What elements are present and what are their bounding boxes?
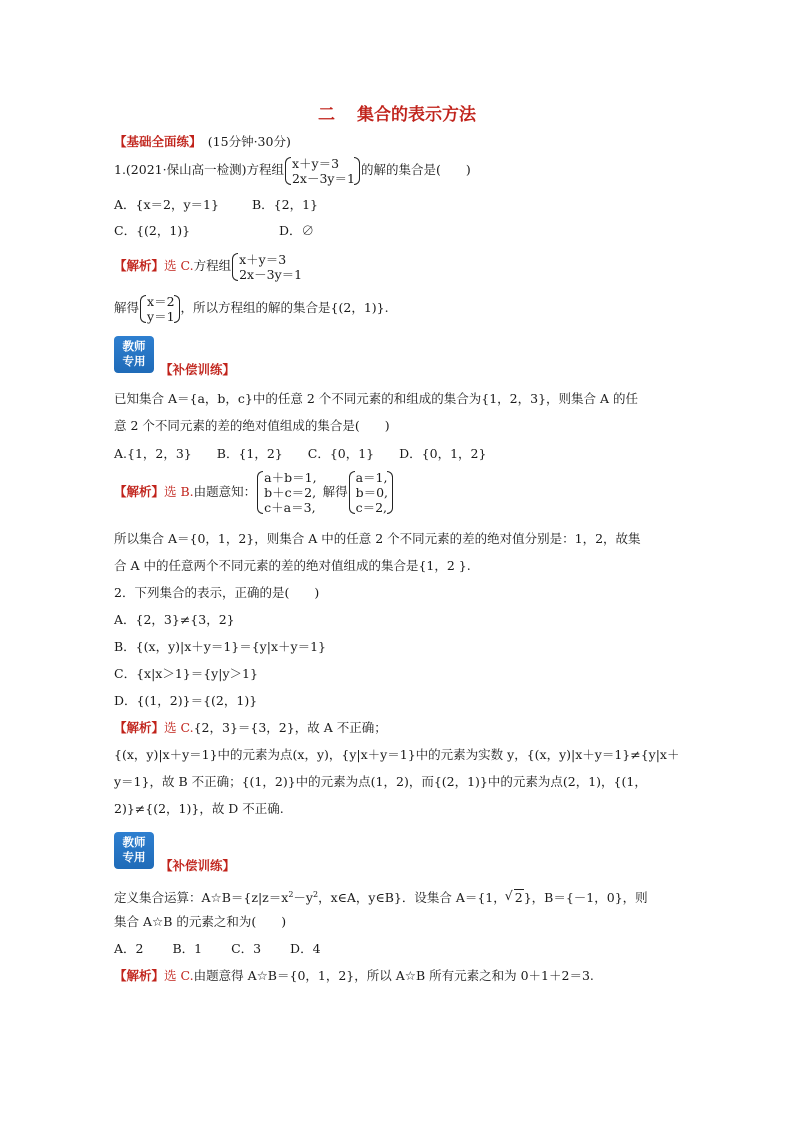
q1-eq1: x＋y＝3 [291,155,340,171]
answer-choice: 选 C. [164,720,194,735]
b2-exponent-1: 2 [288,890,294,899]
answer-4 [114,968,594,984]
b2-mid: －y [293,890,313,905]
a2-eq3: c＋a＝3, [264,500,316,515]
q1-stem: 1.(2021·保山高一检测)方程组 [114,162,284,177]
q2-option-d: D．{(1，2)}＝{(2，1)} [114,693,258,708]
question-1 [114,155,471,186]
b2-line2: 集合 A☆B 的元素之和为( ) [114,914,287,929]
supplement-header [160,858,235,874]
a2b-line2: 合 A 中的任意两个不同元素的差的绝对值组成的集合是{1，2 }. [114,558,471,573]
sqrt-radicand: 2 [514,890,523,905]
b2-options: A．2 B．1 C．3 D．4 [114,941,321,956]
b1-line1: 已知集合 A＝{a，b，c}中的任意 2 个不同元素的和组成的集合为{1，2，3}，则集合 A 的任 [114,391,639,406]
a1b-text: ，所以方程组的解的集合是{(2，1)}. [180,300,389,315]
q1-option-a: A．{x＝2，y＝1} [114,197,219,212]
a2-equation-system [256,470,322,515]
b1-options: A.{1，2，3} B．{1，2} C．{0，1} D．{0，1，2} [114,446,487,461]
answer-tag: 【解析】 [114,720,165,735]
teacher-badge [114,336,154,373]
b2-post: ，x∈A，y∈B}．设集合 A＝{1， [318,890,506,905]
badge-line1: 教师 [122,339,146,353]
q1-options-row1 [114,197,318,213]
a3-line3: y＝1}，故 B 不正确；{(1，2)}中的元素为点(1，2)，而{(2，1)}中的元素为点(2，1)，{(1， [114,774,647,789]
b2-end: }，B＝{－1，0}，则 [523,890,648,905]
section-title: 集合的表示方法 [357,105,476,125]
q2-option-a: A．{2，3}≠{3，2} [114,612,235,627]
practice-tag: 【基础全面练】 [114,134,196,149]
a1-equation-system [231,252,308,282]
badge-line1: 教师 [122,835,146,849]
answer-text: 由题意得 A☆B＝{0，1，2}，所以 A☆B 所有元素之和为 0＋1＋2＝3. [193,968,594,983]
b2-exponent-2: 2 [312,890,319,899]
answer-choice: 选 C. [164,258,194,273]
a1b-eq2: y＝1 [147,308,175,324]
q1-equation-system [284,156,361,186]
a1b-pre: 解得 [114,300,140,315]
a3-line4: 2)}≠{(2，1)}，故 D 不正确. [114,801,284,816]
b2-pre: 定义集合运算：A☆B＝{z|z＝x [114,890,289,905]
q1-options-row2 [114,223,315,239]
a1b-eq1: x＝2 [147,293,175,309]
answer-1 [114,250,308,282]
a1b-solution-system [139,294,181,324]
answer-choice: 选 C. [164,968,194,983]
teacher-badge [114,832,154,869]
page-title [0,100,794,125]
section-number: 二 [318,105,335,125]
q1-end: 的解的集合是( ) [360,162,471,177]
a1-eq1: x＋y＝3 [239,251,287,267]
sqrt-symbol [506,890,524,906]
answer-tag: 【解析】 [114,258,165,273]
practice-time: (15分钟·30分) [207,134,291,149]
answer-text: {2，3}＝{3，2}，故 A 不正确； [193,720,387,735]
a2-solution-system [348,470,394,515]
b1-line2: 意 2 个不同元素的差的绝对值组成的集合是( ) [114,418,390,433]
a2-sol2: b＝0, [355,485,389,500]
q1-option-b: B．{2，1} [252,197,318,212]
b2-line1 [114,887,648,906]
a2-sol3: c＝2, [355,500,388,515]
supplement-header [160,362,235,378]
a2-eq2: b＋c＝2, [264,485,317,500]
q1-option-d: D．∅ [279,223,315,238]
a2-mid: 解得 [322,484,348,499]
answer-3 [114,720,387,736]
q2-stem: 2．下列集合的表示，正确的是( ) [114,585,320,600]
supplement-tag: 【补偿训练】 [160,362,236,377]
answer-text: 由题意知： [193,484,257,499]
q2-option-c: C．{x|x＞1}＝{y|y＞1} [114,666,258,681]
answer-tag: 【解析】 [114,484,165,499]
a1-eq2: 2x－3y＝1 [239,266,303,282]
supplement-tag: 【补偿训练】 [160,858,236,873]
a2b-line1: 所以集合 A＝{0，1，2}，则集合 A 中的任意 2 个不同元素的差的绝对值分别是：1，2，故集 [114,531,641,546]
answer-2 [114,468,394,516]
practice-header [114,134,291,150]
answer-choice: 选 B. [164,484,194,499]
answer-1-solution [114,292,389,324]
a3-line2: {(x，y)|x＋y＝1}中的元素为点(x，y)，{y|x＋y＝1}中的元素为实数 y，{(x，y)|x＋y＝1}≠{y|x＋ [114,747,680,762]
q2-option-b: B．{(x，y)|x＋y＝1}＝{y|x＋y＝1} [114,639,326,654]
badge-line2: 专用 [122,850,146,864]
a2-sol1: a＝1, [355,470,388,485]
q1-eq2: 2x－3y＝1 [291,170,355,186]
a2-eq1: a＋b＝1, [264,470,317,485]
badge-line2: 专用 [122,354,146,368]
answer-tag: 【解析】 [114,968,165,983]
q1-option-c: C．{(2，1)} [114,223,191,238]
answer-text: 方程组 [193,258,232,273]
